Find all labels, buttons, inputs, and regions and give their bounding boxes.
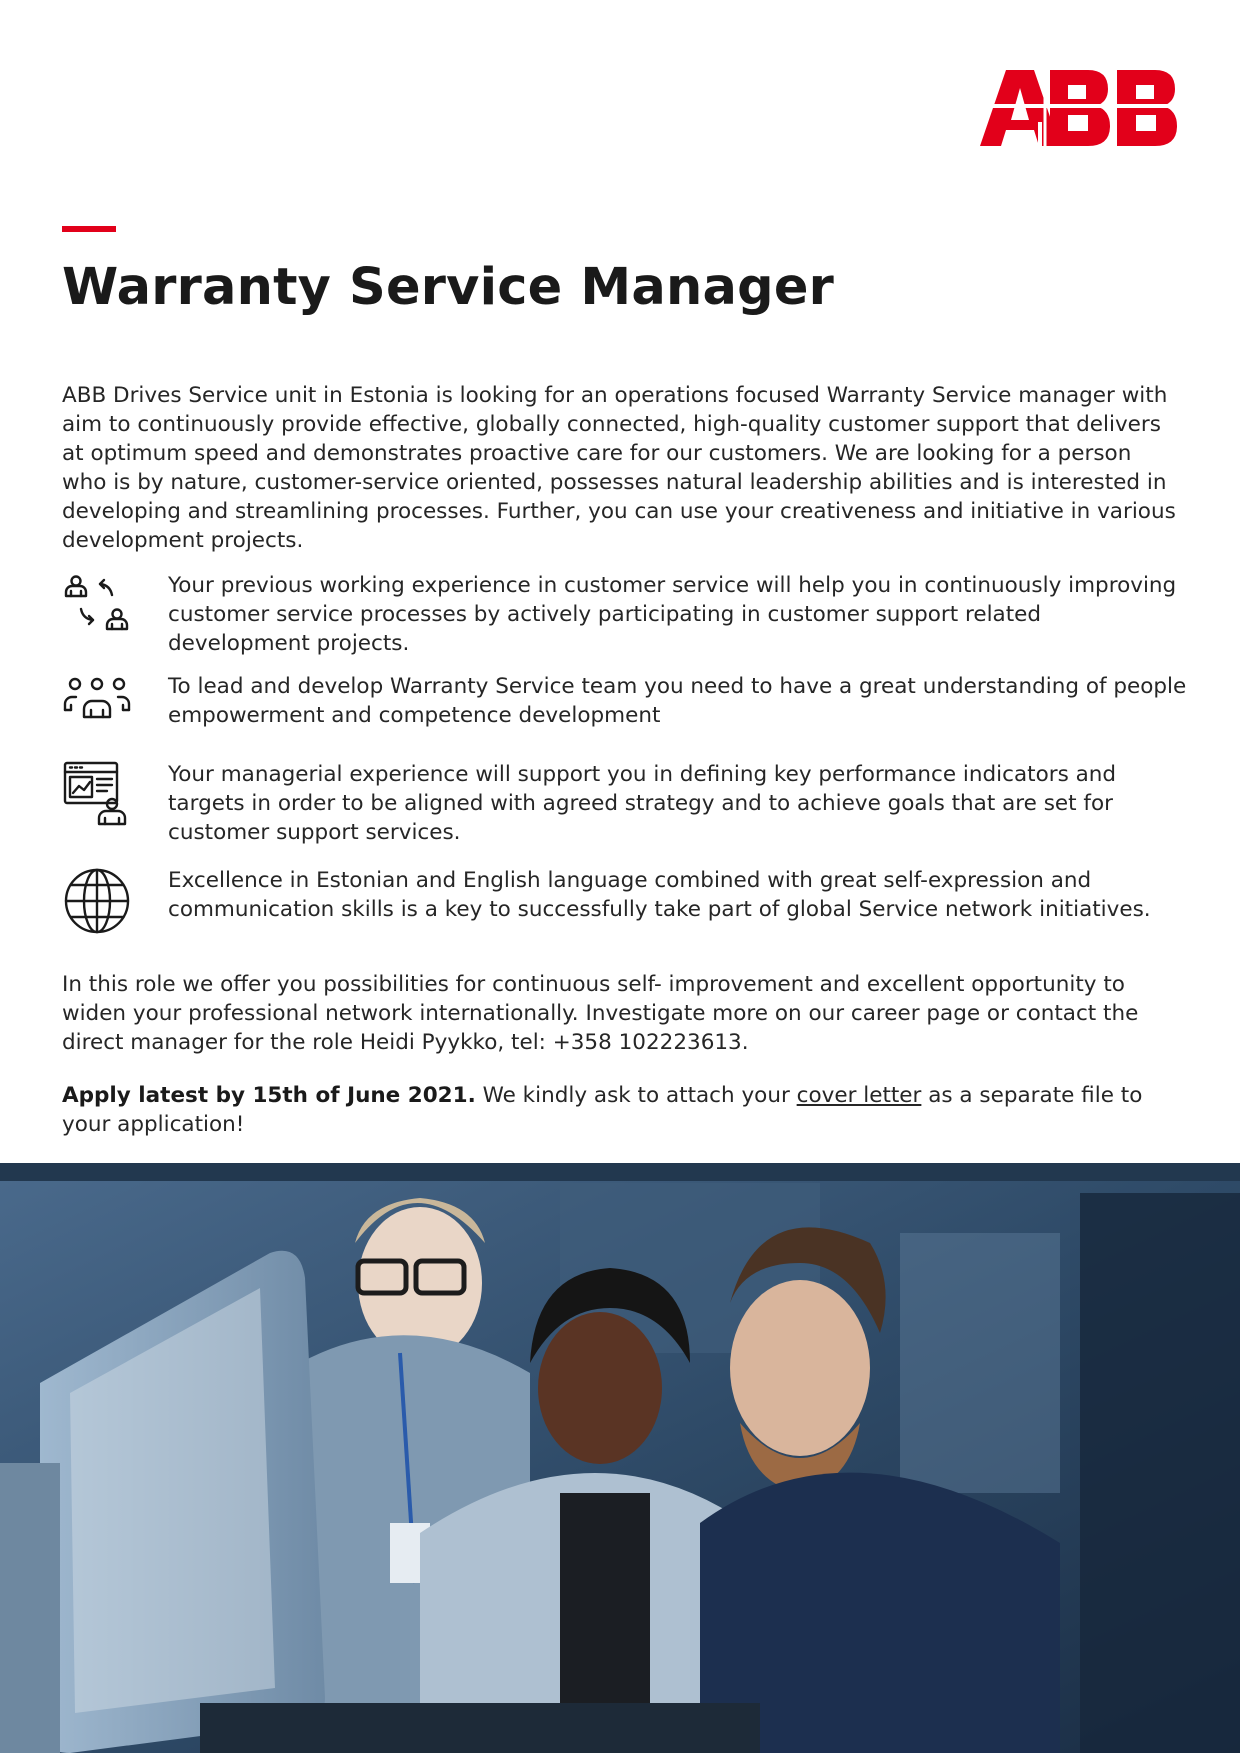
- cover-letter-link[interactable]: cover letter: [796, 1083, 922, 1108]
- feature-text: Your managerial experience will support you in defining key performance indicators and targets in order to be aligned with agreed strategy and to achieve goals that are set for customer support services.: [168, 762, 1117, 845]
- feature-text: Excellence in Estonian and English language combined with great self-expression and communication skills is a key to successfully take part of global Service network initiatives.: [168, 868, 1151, 922]
- apply-deadline: Apply latest by 15th of June 2021.: [62, 1083, 476, 1108]
- accent-bar: [62, 226, 116, 232]
- customer-exchange-icon: [62, 571, 132, 641]
- apply-text-before: We kindly ask to attach your: [475, 1083, 797, 1108]
- feature-text: To lead and develop Warranty Service team you need to have a great understanding of people empowerment and competence development: [168, 674, 1187, 728]
- feature-text: Your previous working experience in customer service will help you in continuously improving customer service processes by actively participating in customer support related development projects.: [168, 573, 1177, 656]
- team-icon: [62, 672, 132, 742]
- intro-paragraph: ABB Drives Service unit in Estonia is looking for an operations focused Warranty Service manager with aim to continuously provide effective, globally connected, high-quality customer support that delivers at optimum speed and demonstrates proactive care for our customers. We are looking for a person who is by nature, customer-service oriented, possesses natural leadership abilities and is interested in developing and streamlining processes. Further, you can use your creativeness and initiative in various development projects.: [62, 383, 1176, 553]
- team-photo: [0, 1163, 1240, 1753]
- page-title: Warranty Service Manager: [62, 258, 834, 317]
- dashboard-user-icon: [62, 760, 132, 830]
- globe-icon: [62, 866, 132, 936]
- outro-paragraph: In this role we offer you possibilities for continuous self- improvement and excellent opportunity to widen your professional network internationally. Investigate more on our career page or contact the direct manager for the role Heidi Pyykko, tel: +358 102223613.: [62, 972, 1139, 1055]
- abb-logo: [980, 70, 1180, 146]
- apply-text-after: as a separate file to your application!: [62, 1083, 1143, 1137]
- apply-paragraph: [62, 1081, 1172, 1139]
